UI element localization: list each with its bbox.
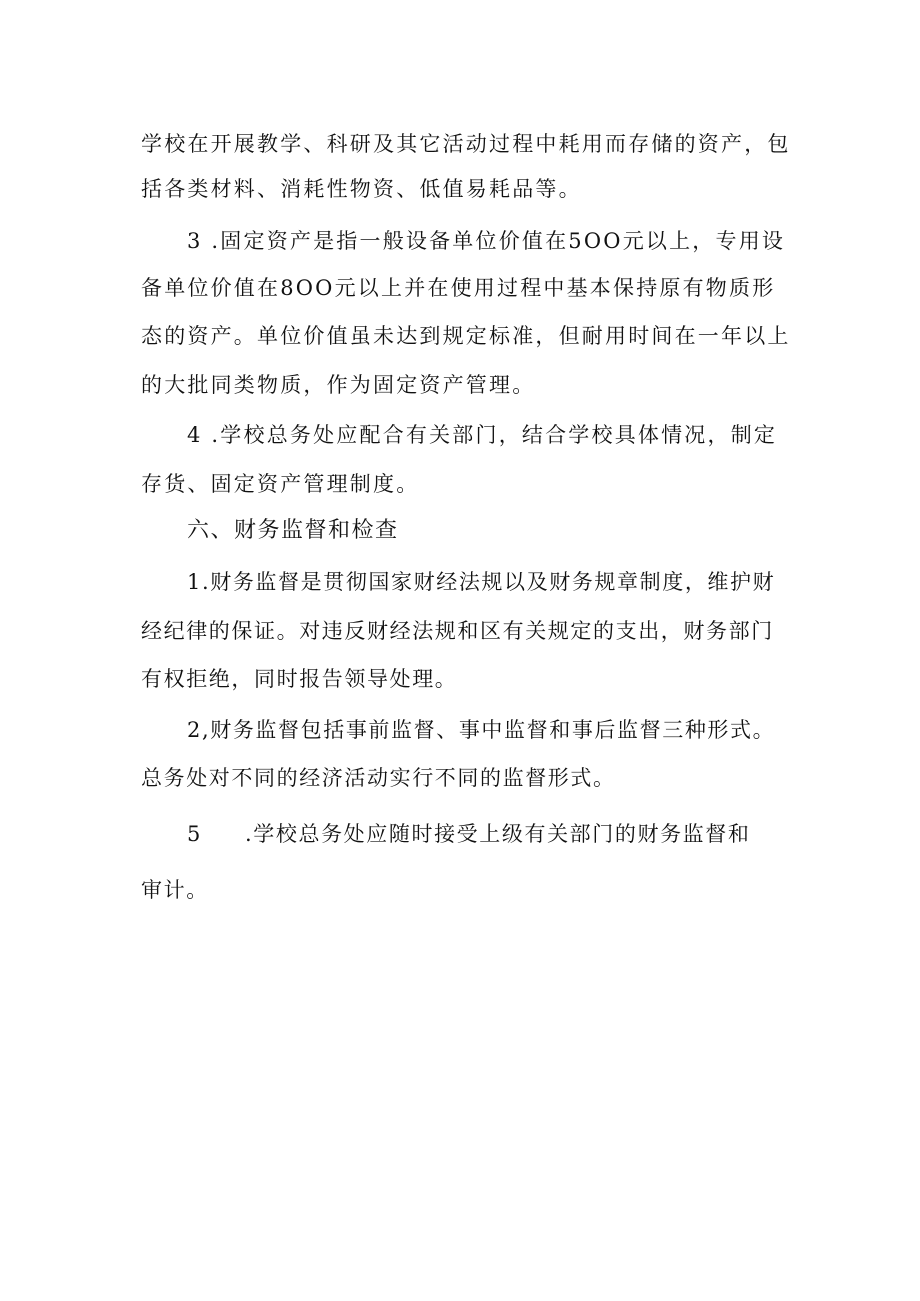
paragraph-supervision-1-line-3: 有权拒绝，同时报告领导处理。: [141, 667, 458, 691]
paragraph-fixed-assets-line-2: 备单位价值在8OO元以上并在使用过程中基本保持原有物质形: [141, 276, 776, 300]
paragraph-supervision-1-line-2: 经纪律的保证。对违反财经法规和区有关规定的支出，财务部门: [141, 619, 774, 643]
paragraph-audit-number: 5: [187, 822, 202, 846]
paragraph-audit-line-2: 审计。: [141, 878, 209, 902]
paragraph-supervision-2-line-1: 2,财务监督包括事前监督、事中监督和事后监督三种形式。: [187, 718, 776, 742]
section-heading: 六、财务监督和检查: [187, 518, 399, 543]
paragraph-audit-text: .学校总务处应随时接受上级有关部门的财务监督和: [245, 822, 751, 846]
paragraph-inventory-line-1: 学校在开展教学、科研及其它活动过程中耗用而存储的资产，包: [141, 132, 791, 156]
paragraph-supervision-1-line-1: 1.财务监督是贯彻国家财经法规以及财务规章制度，维护财: [187, 570, 776, 594]
paragraph-inventory-line-2: 括各类材料、消耗性物资、低值易耗品等。: [141, 177, 582, 201]
paragraph-office-line-1: 4 .学校总务处应配合有关部门，结合学校具体情况，制定: [187, 423, 778, 447]
paragraph-fixed-assets-line-1: 3 .固定资产是指一般设备单位价值在5OO元以上，专用设: [187, 229, 786, 253]
paragraph-office-line-2: 存货、固定资产管理制度。: [141, 472, 420, 496]
paragraph-audit-line-1: [187, 820, 750, 848]
paragraph-fixed-assets-line-4: 的大批同类物质，作为固定资产管理。: [141, 373, 536, 397]
paragraph-fixed-assets-line-3: 态的资产。单位价值虽未达到规定标准，但耐用时间在一年以上: [141, 324, 791, 348]
paragraph-supervision-2-line-2: 总务处对不同的经济活动实行不同的监督形式。: [141, 766, 616, 790]
